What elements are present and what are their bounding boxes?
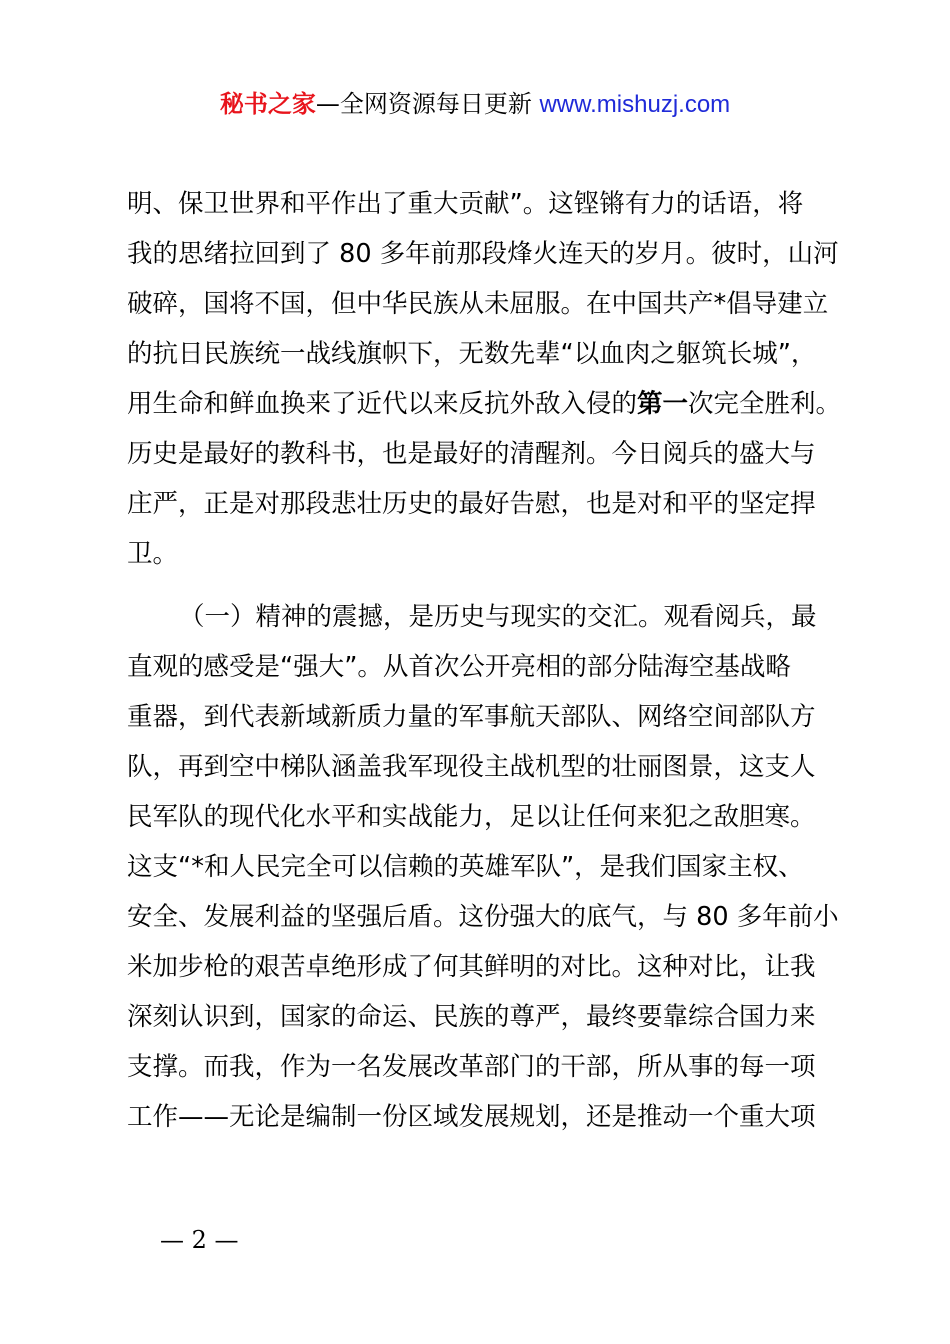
body-line: 重器，到代表新域新质力量的军事航天部队、网络空间部队方 bbox=[127, 702, 816, 732]
page-number: — 2 — bbox=[160, 1226, 239, 1254]
body-line: 我的思绪拉回到了 80 多年前那段烽火连天的岁月。彼时，山河 bbox=[127, 239, 839, 269]
body-text: 次完全胜利。 bbox=[688, 389, 842, 419]
emphasis-text: 第一 bbox=[637, 389, 689, 419]
site-slogan: —全网资源每日更新 bbox=[315, 90, 540, 118]
body-line: 安全、发展利益的坚强后盾。这份强大的底气，与 80 多年前小 bbox=[127, 902, 839, 932]
body-line: 历史是最好的教科书，也是最好的清醒剂。今日阅兵的盛大与 bbox=[127, 439, 816, 469]
body-line: 支撑。而我，作为一名发展改革部门的干部，所从事的每一项 bbox=[127, 1052, 816, 1082]
body-line: 明、保卫世界和平作出了重大贡献”。这铿锵有力的话语，将 bbox=[127, 189, 804, 219]
body-line: 直观的感受是“强大”。从首次公开亮相的部分陆海空基战略 bbox=[127, 652, 791, 682]
body-line: 破碎，国将不国，但中华民族从未屈服。在中国共产*倡导建立 bbox=[127, 289, 829, 319]
body-line: 这支“*和人民完全可以信赖的英雄军队”，是我们国家主权、 bbox=[127, 852, 804, 882]
site-url[interactable]: www.mishuzj.com bbox=[539, 91, 731, 118]
body-line: 深刻认识到，国家的命运、民族的尊严，最终要靠综合国力来 bbox=[127, 1002, 816, 1032]
body-line: 队，再到空中梯队涵盖我军现役主战机型的壮丽图景，这支人 bbox=[127, 752, 816, 782]
body-line: 民军队的现代化水平和实战能力，足以让任何来犯之敌胆寒。 bbox=[127, 802, 816, 832]
body-line: 卫。 bbox=[127, 539, 179, 569]
body-line: 的抗日民族统一战线旗帜下，无数先辈“以血肉之躯筑长城”， bbox=[127, 339, 817, 369]
body-line bbox=[127, 386, 841, 422]
body-line: 庄严，正是对那段悲壮历史的最好告慰，也是对和平的坚定捍 bbox=[127, 489, 816, 519]
section-heading-line: （一）精神的震撼，是历史与现实的交汇。观看阅兵，最 bbox=[179, 602, 817, 632]
site-header bbox=[0, 86, 950, 123]
body-line: 米加步枪的艰苦卓绝形成了何其鲜明的对比。这种对比，让我 bbox=[127, 952, 816, 982]
body-text: 用生命和鲜血换来了近代以来反抗外敌入侵的 bbox=[127, 389, 638, 419]
body-line: 工作——无论是编制一份区域发展规划，还是推动一个重大项 bbox=[127, 1102, 816, 1132]
site-brand: 秘书之家 bbox=[219, 90, 316, 118]
